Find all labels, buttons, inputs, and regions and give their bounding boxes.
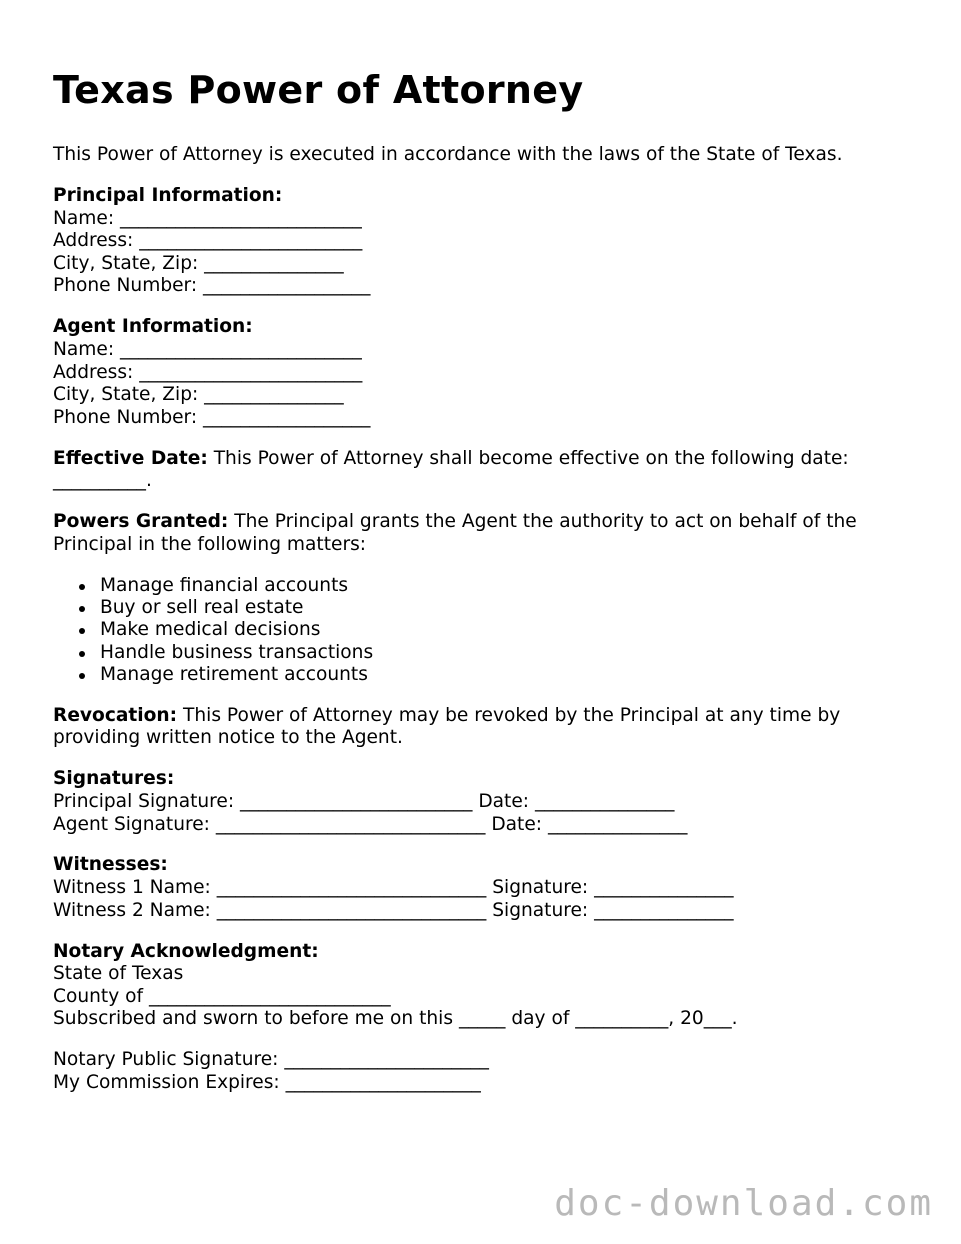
witnesses-heading: Witnesses: — [53, 854, 168, 876]
powers-granted-paragraph — [53, 511, 913, 556]
effective-date-paragraph — [53, 448, 913, 493]
agent-name-field: Name: __________________________ — [53, 338, 362, 360]
agent-heading: Agent Information: — [53, 316, 253, 338]
signatures-section — [53, 768, 913, 836]
principal-signature-line: Principal Signature: _________________________ Date: _______________ — [53, 790, 675, 812]
agent-section — [53, 316, 913, 429]
intro-paragraph: This Power of Attorney is executed in accordance with the laws of the State of Texas. — [53, 144, 843, 165]
powers-granted-label: Powers Granted: — [53, 511, 229, 533]
list-item: Manage retirement accounts — [100, 664, 913, 686]
witness-2-line: Witness 2 Name: _____________________________ Signature: _______________ — [53, 899, 734, 921]
principal-section — [53, 185, 913, 298]
commission-expires-line: My Commission Expires: _____________________ — [53, 1072, 481, 1094]
notary-heading: Notary Acknowledgment: — [53, 940, 319, 962]
agent-phone-field: Phone Number: __________________ — [53, 406, 371, 428]
principal-city-state-zip-field: City, State, Zip: _______________ — [53, 252, 344, 274]
document-page — [53, 66, 913, 1095]
list-item: Handle business transactions — [100, 642, 913, 664]
principal-heading: Principal Information: — [53, 184, 283, 206]
signatures-heading: Signatures: — [53, 768, 175, 790]
witnesses-section — [53, 854, 913, 922]
powers-list — [53, 575, 913, 686]
notary-county-line: County of __________________________ — [53, 985, 391, 1007]
list-item: Manage financial accounts — [100, 575, 913, 597]
notary-signature-line: Notary Public Signature: ______________________ — [53, 1049, 489, 1071]
effective-date-text: This Power of Attorney shall become effective on the following date: __________. — [53, 447, 855, 492]
notary-sworn-line: Subscribed and sworn to before me on this _____ day of __________, 20___. — [53, 1008, 738, 1030]
principal-address-field: Address: ________________________ — [53, 230, 363, 252]
revocation-text: This Power of Attorney may be revoked by the Principal at any time by providing written notice to the Agent. — [53, 704, 847, 749]
document-title: Texas Power of Attorney — [53, 68, 584, 112]
agent-signature-line: Agent Signature: _____________________________ Date: _______________ — [53, 813, 688, 835]
list-item: Buy or sell real estate — [100, 597, 913, 619]
principal-name-field: Name: __________________________ — [53, 207, 362, 229]
powers-granted-text: The Principal grants the Agent the authority to act on behalf of the Principal in the following matters: — [53, 511, 863, 555]
principal-phone-field: Phone Number: __________________ — [53, 275, 371, 297]
agent-city-state-zip-field: City, State, Zip: _______________ — [53, 384, 344, 406]
effective-date-label: Effective Date: — [53, 447, 208, 469]
notary-section — [53, 941, 913, 1031]
watermark: doc-download.com — [554, 1183, 933, 1224]
agent-address-field: Address: ________________________ — [53, 361, 363, 383]
revocation-paragraph — [53, 705, 913, 750]
list-item: Make medical decisions — [100, 619, 913, 641]
notary-signature-section — [53, 1049, 913, 1094]
notary-state-line: State of Texas — [53, 963, 184, 985]
witness-1-line: Witness 1 Name: _____________________________ Signature: _______________ — [53, 877, 734, 899]
revocation-label: Revocation: — [53, 704, 178, 726]
